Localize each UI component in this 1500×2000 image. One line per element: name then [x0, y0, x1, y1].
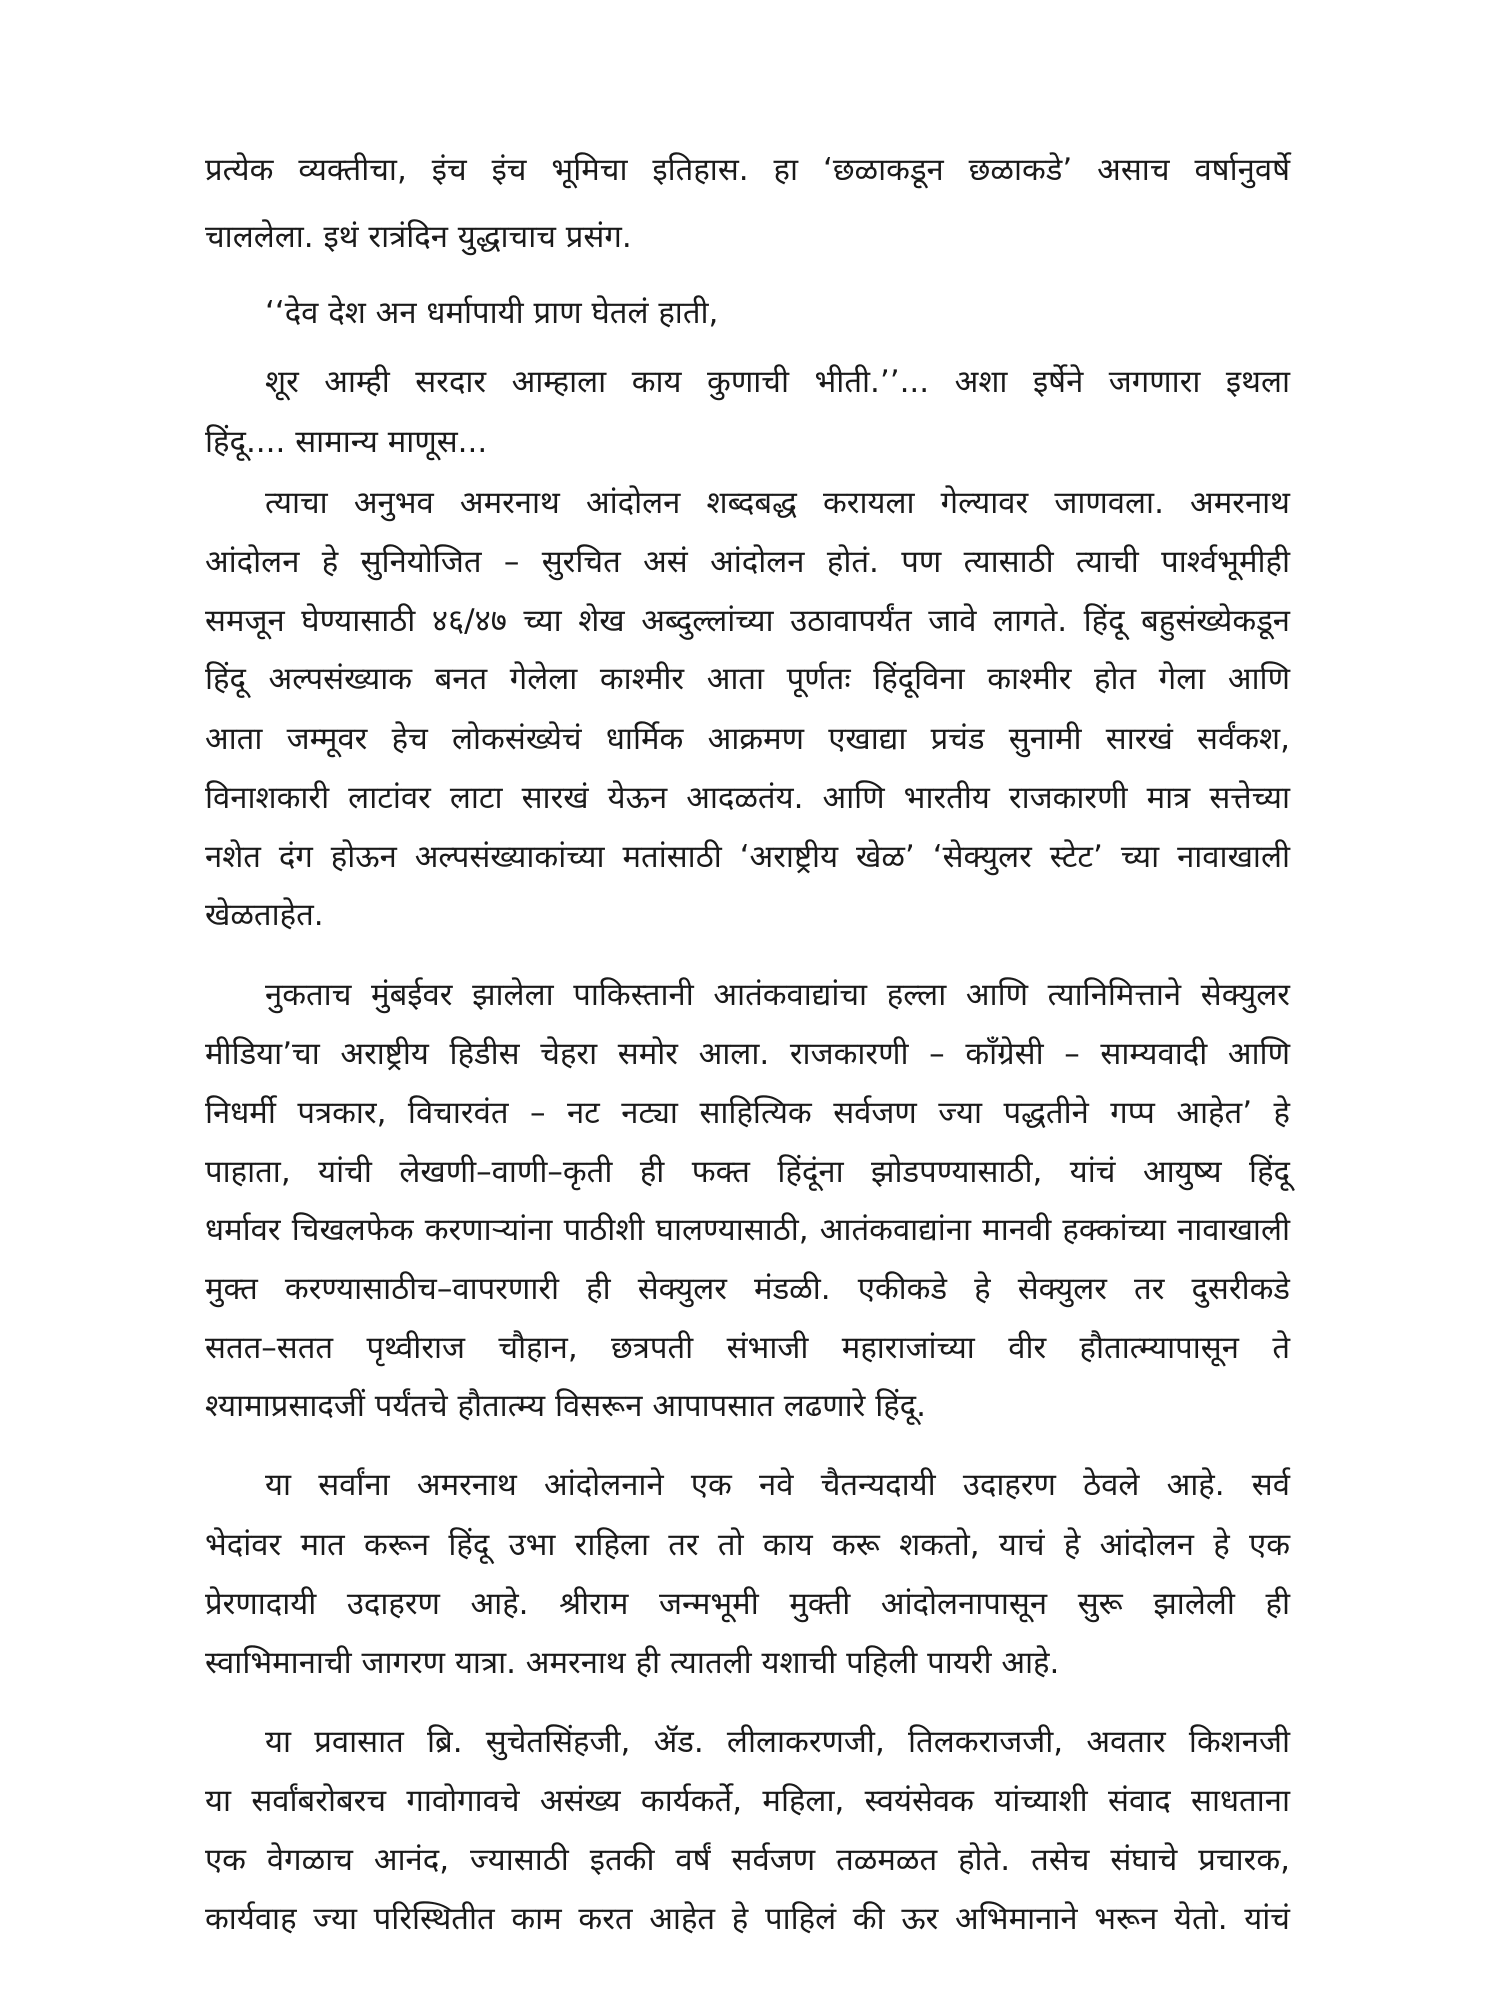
text-line: पाहाता, यांची लेखणी–वाणी–कृती ही फक्त हिंदूंना झोडपण्यासाठी, यांचं आयुष्य हिंदू [205, 1154, 1290, 1190]
text-line: प्रत्येक व्यक्तीचा, इंच इंच भूमिचा इतिहास. हा ‘छळाकडून छळाकडे’ असाच वर्षानुवर्षे [205, 152, 1290, 188]
text-line: मीडिया’चा अराष्ट्रीय हिडीस चेहरा समोर आला. राजकारणी – काँग्रेसी – साम्यवादी आणि [205, 1036, 1290, 1072]
text-line: आंदोलन हे सुनियोजित – सुरचित असं आंदोलन होतं. पण त्यासाठी त्याची पार्श्वभूमीही [205, 544, 1290, 580]
text-line: या सर्वांना अमरनाथ आंदोलनाने एक नवे चैतन्यदायी उदाहरण ठेवले आहे. सर्व [265, 1467, 1290, 1503]
text-line: श्यामाप्रसादजीं पर्यंतचे हौतात्म्य विसरून आपापसात लढणारे हिंदू. [205, 1388, 926, 1424]
text-line: या सर्वांबरोबरच गावोगावचे असंख्य कार्यकर्ते, महिला, स्वयंसेवक यांच्याशी संवाद साधताना [205, 1783, 1290, 1819]
text-line: मुक्त करण्यासाठीच–वापरणारी ही सेक्युलर मंडळी. एकीकडे हे सेक्युलर तर दुसरीकडे [205, 1271, 1290, 1307]
text-line: धर्मावर चिखलफेक करणाऱ्यांना पाठीशी घालण्यासाठी, आतंकवाद्यांना मानवी हक्कांच्या नावाखाली [205, 1212, 1290, 1248]
text-line: भेदांवर मात करून हिंदू उभा राहिला तर तो काय करू शकतो, याचं हे आंदोलन हे एक [205, 1527, 1290, 1563]
text-line: नुकताच मुंबईवर झालेला पाकिस्तानी आतंकवाद्यांचा हल्ला आणि त्यानिमित्ताने सेक्युलर [265, 977, 1290, 1013]
text-line: कार्यवाह ज्या परिस्थितीत काम करत आहेत हे पाहिलं की ऊर अभिमानाने भरून येतो. यांचं [205, 1901, 1290, 1937]
text-line: हिंदू.... सामान्य माणूस... [205, 424, 488, 460]
text-line: त्याचा अनुभव अमरनाथ आंदोलन शब्दबद्ध करायला गेल्यावर जाणवला. अमरनाथ [265, 485, 1290, 521]
text-line: नशेत दंग होऊन अल्पसंख्याकांच्या मतांसाठी ‘अराष्ट्रीय खेळ’ ‘सेक्युलर स्टेट’ च्या नावाखाली [205, 839, 1290, 875]
text-line: या प्रवासात ब्रि. सुचेतसिंहजी, ॲड. लीलाकरणजी, तिलकराजजी, अवतार किशनजी [265, 1724, 1290, 1760]
text-line: एक वेगळाच आनंद, ज्यासाठी इतकी वर्षं सर्वजण तळमळत होते. तसेच संघाचे प्रचारक, [205, 1842, 1290, 1878]
text-line: आता जम्मूवर हेच लोकसंख्येचं धार्मिक आक्रमण एखाद्या प्रचंड सुनामी सारखं सर्वंकश, [205, 721, 1290, 757]
verse-line: ‘‘देव देश अन धर्मापायी प्राण घेतलं हाती, [265, 295, 719, 331]
text-line: निधर्मी पत्रकार, विचारवंत – नट नट्या साहित्यिक सर्वजण ज्या पद्धतीने गप्प आहेत’ हे [205, 1095, 1290, 1131]
text-line: खेळताहेत. [205, 897, 324, 933]
text-line: सतत–सतत पृथ्वीराज चौहान, छत्रपती संभाजी महाराजांच्या वीर हौतात्म्यापासून ते [205, 1330, 1290, 1366]
text-line: प्रेरणादायी उदाहरण आहे. श्रीराम जन्मभूमी मुक्ती आंदोलनापासून सुरू झालेली ही [205, 1586, 1290, 1622]
text-line: चाललेला. इथं रात्रंदिन युद्धाचाच प्रसंग. [205, 219, 632, 255]
text-line: विनाशकारी लाटांवर लाटा सारखं येऊन आदळतंय. आणि भारतीय राजकारणी मात्र सत्तेच्या [205, 780, 1290, 816]
verse-line: शूर आम्ही सरदार आम्हाला काय कुणाची भीती.’’... अशा इर्षेने जगणारा इथला [265, 364, 1290, 400]
text-line: हिंदू अल्पसंख्याक बनत गेलेला काश्मीर आता पूर्णतः हिंदूविना काश्मीर होत गेला आणि [205, 661, 1290, 697]
text-line: स्वाभिमानाची जागरण यात्रा. अमरनाथ ही त्यातली यशाची पहिली पायरी आहे. [205, 1645, 1060, 1681]
text-line: समजून घेण्यासाठी ४६/४७ च्या शेख अब्दुल्लांच्या उठावापर्यंत जावे लागते. हिंदू बहुसंख्येकडून [205, 603, 1290, 639]
